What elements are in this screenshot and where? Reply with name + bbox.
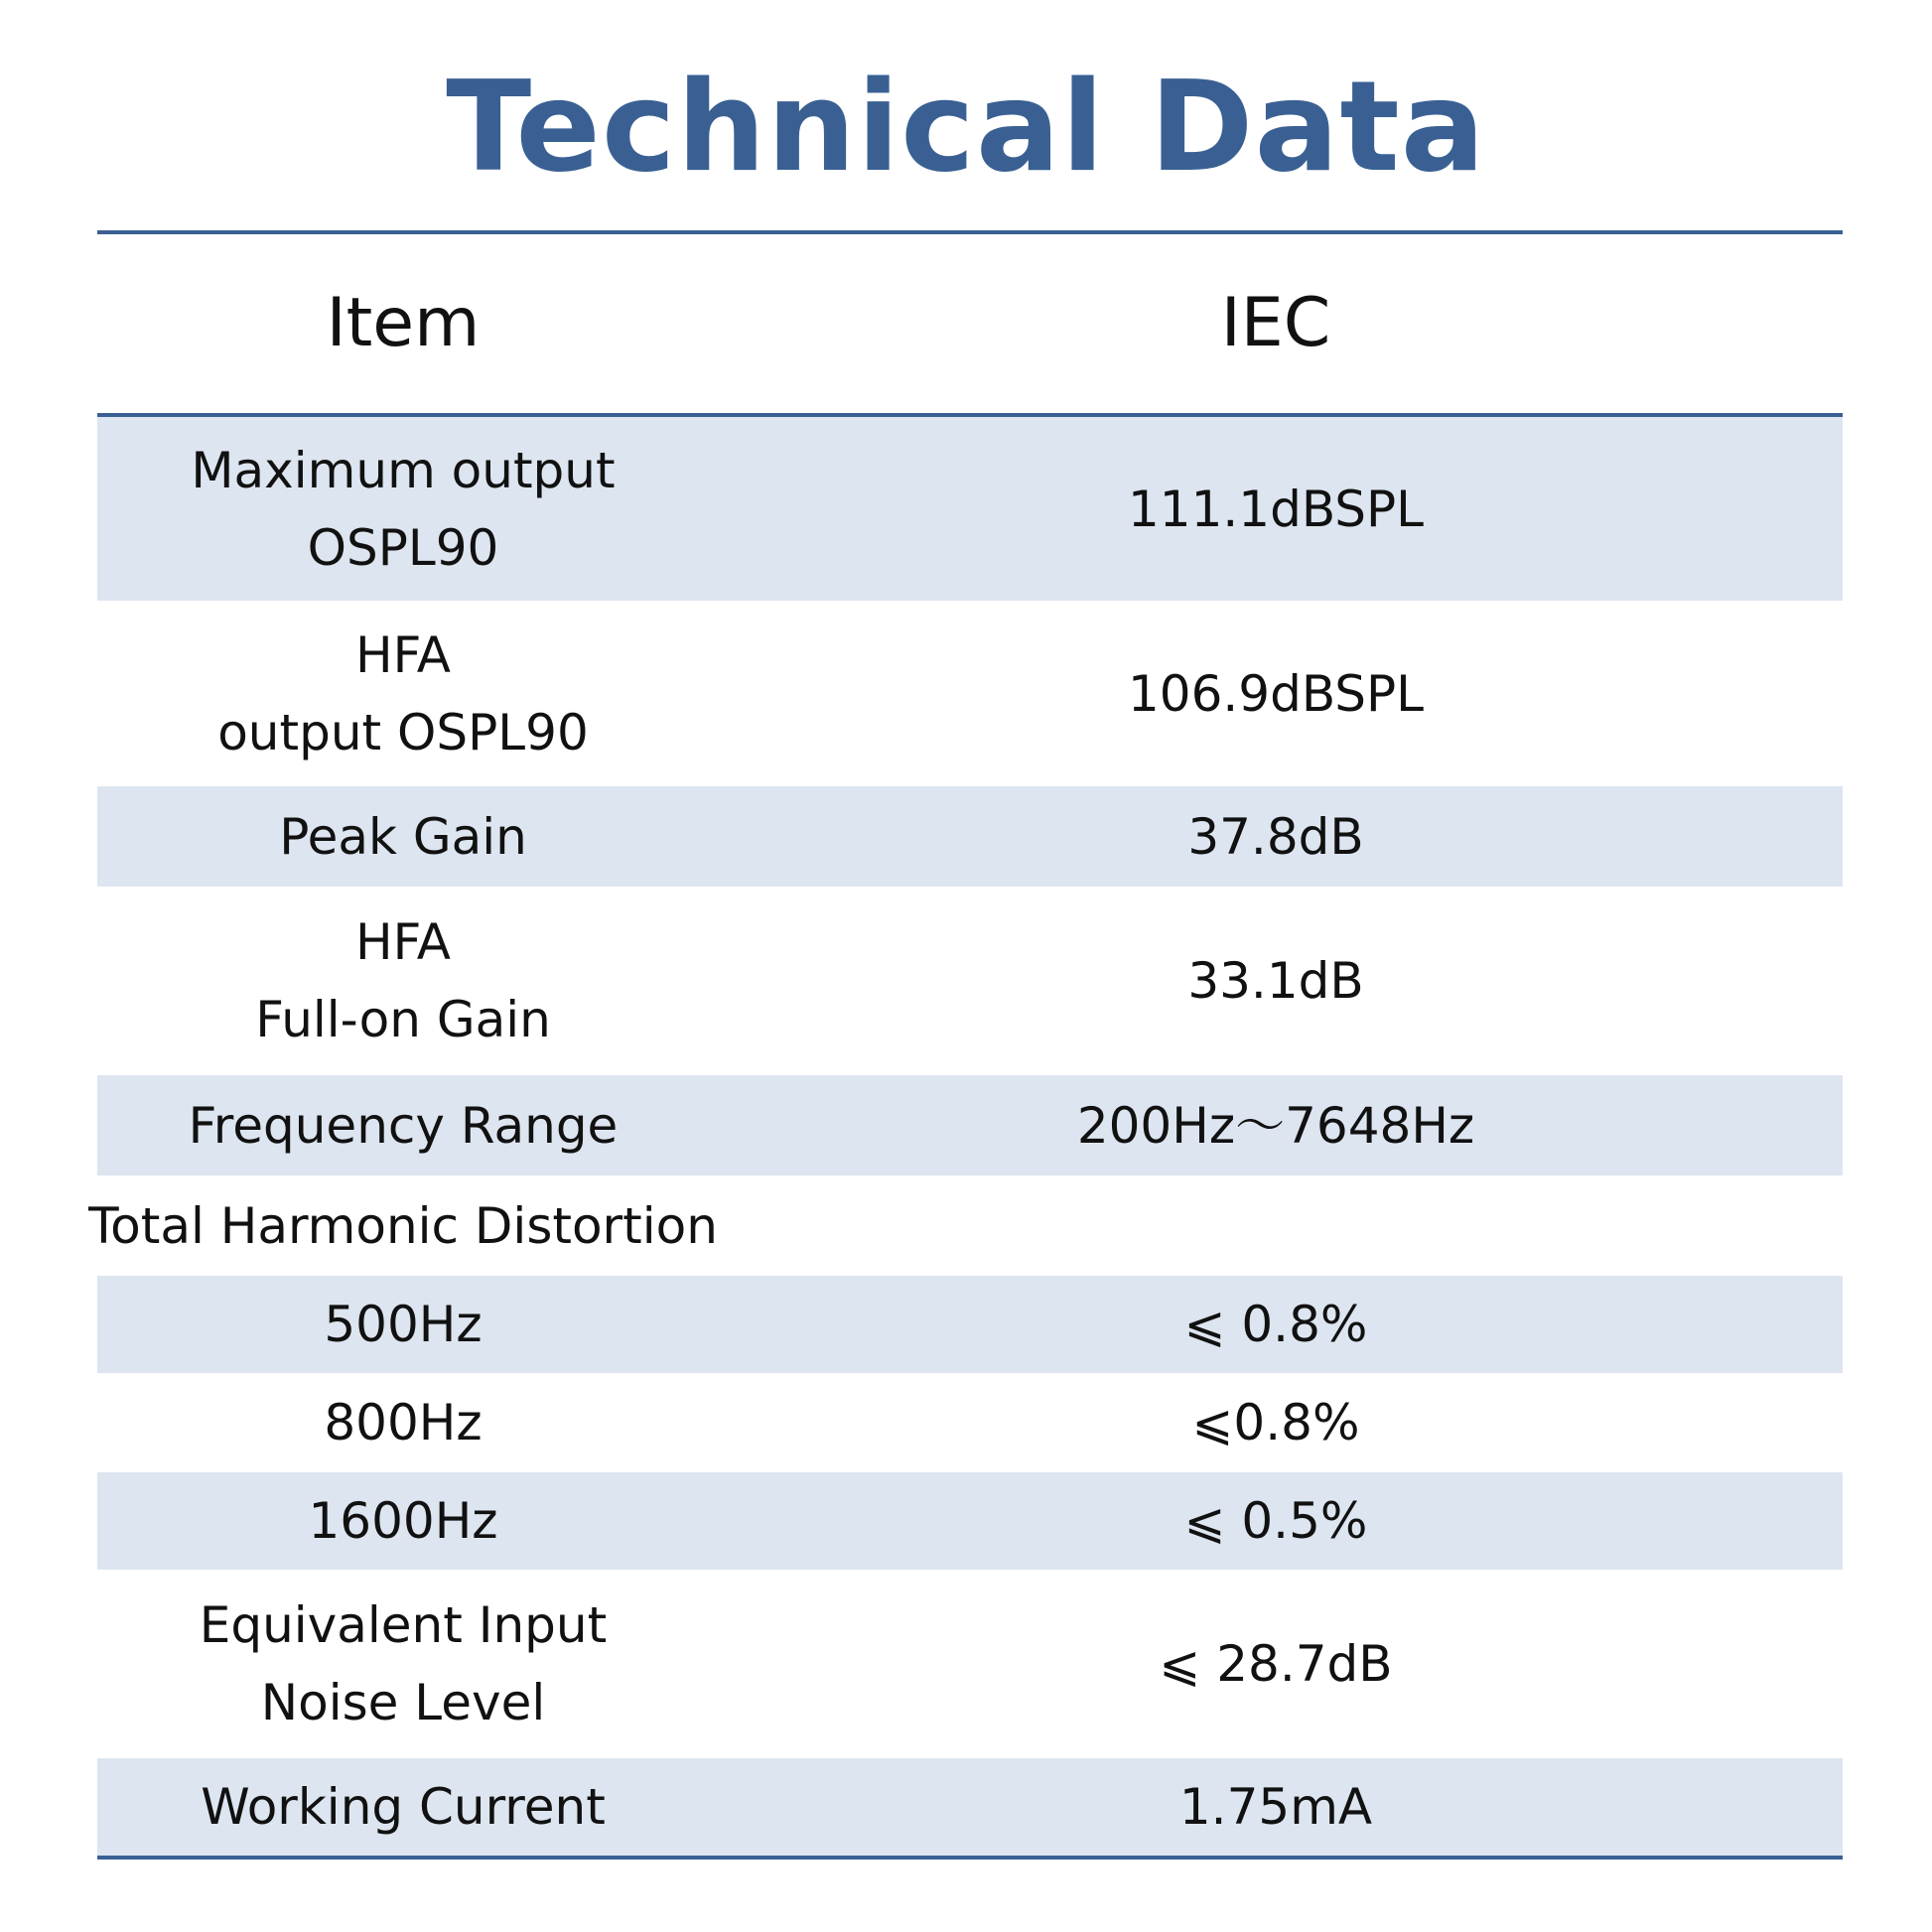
row-item: Peak Gain [279,807,527,866]
row-iec-value: 37.8dB [1187,807,1364,866]
row-iec-value: 106.9dBSPL [1127,664,1425,723]
technical-data-table [88,230,1843,1860]
row-iec-value: 200Hz～7648Hz [1076,1096,1475,1155]
row-iec-value: ⩽0.8% [1191,1394,1360,1451]
table-row [97,1276,1843,1373]
table-row [97,1075,1843,1175]
row-iec-value: ⩽ 28.7dB [1159,1635,1393,1693]
table-row [97,1758,1843,1856]
row-iec-value: ⩽ 0.5% [1183,1492,1368,1550]
row-item: Frequency Range [188,1096,619,1155]
table-row [88,1175,1843,1276]
row-item: 800Hz [324,1394,483,1451]
table-row [97,887,1843,1075]
page-title: Technical Data [446,54,1486,200]
table-header-row [97,234,1843,413]
row-item: HFA output OSPL90 [217,625,589,761]
row-item: HFA Full-on Gain [255,913,551,1048]
row-item: 1600Hz [308,1492,498,1550]
table-row [97,786,1843,887]
row-item: Working Current [201,1778,606,1836]
row-iec-value: 111.1dBSPL [1127,480,1425,538]
row-item: Maximum output OSPL90 [191,441,616,577]
row-item: Total Harmonic Distortion [88,1196,718,1255]
row-iec-value: 33.1dB [1187,952,1364,1010]
table-row [97,417,1843,601]
row-iec-value: ⩽ 0.8% [1183,1296,1368,1353]
table-row [97,1472,1843,1570]
row-item: 500Hz [324,1296,483,1353]
row-iec-value: 1.75mA [1178,1778,1373,1836]
table-bottom-rule [97,1856,1843,1860]
row-item: Equivalent Input Noise Level [199,1596,608,1731]
table-row [97,1373,1843,1472]
header-iec: IEC [1220,284,1331,362]
table-row [97,1570,1843,1758]
table-row [97,601,1843,786]
header-item: Item [326,284,481,362]
